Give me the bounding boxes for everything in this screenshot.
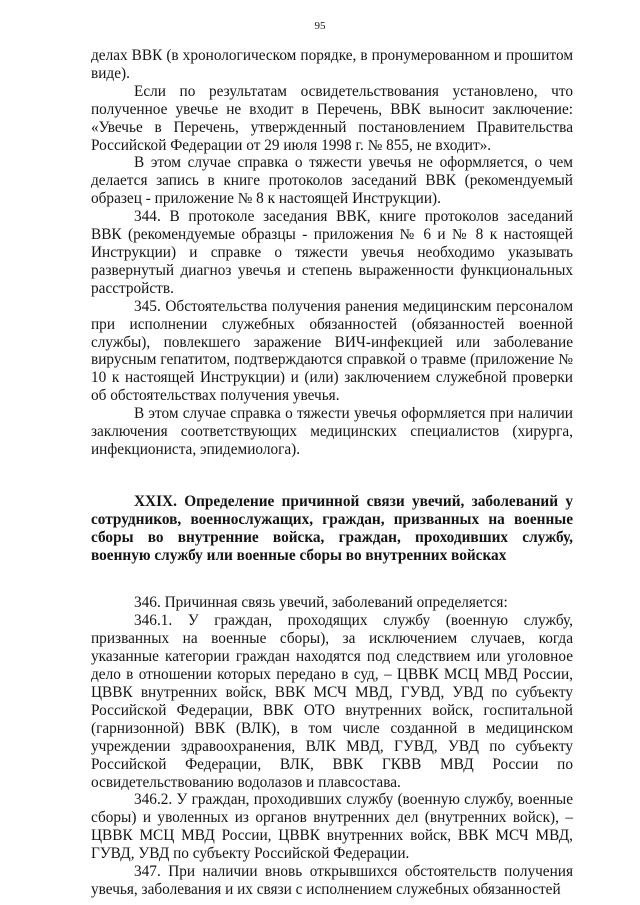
page-number: 95 — [314, 20, 326, 32]
paragraph-346-2: 346.2. У граждан, проходивших службу (военную службу, военные сборы) и уволенных из органов внутренних дел (внутренних войск), – ЦВВК МСЦ МВД России, ЦВВК внутренних войск, ВВК МСЧ МВД, ГУВД, УВД по субъекту Российской Федерации. — [91, 791, 573, 863]
paragraph-347: 347. При наличии вновь открывшихся обстоятельств получения увечья, заболевания и их связи с исполнением служебных обязанностей — [91, 863, 573, 898]
paragraph-record-note: В этом случае справка о тяжести увечья не оформляется, о чем делается запись в книге протоколов заседаний ВВК (рекомендуемый образец - приложение № 8 к настоящей Инструкции). — [91, 154, 573, 208]
paragraph-345-note: В этом случае справка о тяжести увечья оформляется при наличии заключения соответствующих медицинских специалистов (хирурга, инфекциониста, эпидемиолога). — [91, 405, 573, 458]
paragraph-345: 345. Обстоятельства получения ранения медицинским персоналом при исполнении служебных обязанностей (обязанностей военной службы), повлекшего заражение ВИЧ-инфекцией или заболевание вирусным гепатитом, подтверждаются справкой о травме (приложение № 10 к настоящей Инструкции) и (или) заключением служебной проверки об обстоятельствах получения увечья. — [91, 297, 573, 405]
paragraph-conclusion: Если по результатам освидетельствования установлено, что полученное увечье не входит в Перечень, ВВК выносит заключение: «Увечье в Перечень, утвержденный постановлением Правительства Российской Федерации от 29 июля 1998 г. № 855, не входит». — [91, 82, 573, 154]
paragraph-344: 344. В протоколе заседания ВВК, книге протоколов заседаний ВВК (рекомендуемые образцы - приложения № 6 и № 8 к настоящей Инструкции) и справке о тяжести увечья необходимо указывать развернутый диагноз увечья и степень выраженности функциональных расстройств. — [91, 208, 573, 297]
paragraph-346: 346. Причинная связь увечий, заболеваний определяется: — [134, 594, 508, 612]
paragraph-continuation: делах ВВК (в хронологическом порядке, в пронумерованном и прошитом виде). — [91, 47, 573, 82]
document-body — [91, 47, 573, 899]
paragraph-346-1: 346.1. У граждан, проходящих службу (военную службу, призванных на военные сборы), за исключением случаев, когда указанные категории граждан находятся под следствием или уголовное дело в отношении которых передано в суд, – ЦВВК МСЦ МВД России, ЦВВК внутренних войск, ВВК МСЧ МВД, ГУВД, УВД по субъекту Российской Федерации, ВВК ОТО внутренних войск, госпитальной (гарнизонной) ВВК (ВЛК), в том числе созданной в медицинском учреждении здравоохранения, ВЛК МВД, ГУВД, УВД по субъекту Российской Федерации, ВЛК, ВВК ГКВВ МВД России по освидетельствованию водолазов и плавсостава. — [91, 612, 573, 791]
section-heading: XXIX. Определение причинной связи увечий, заболеваний у сотрудников, военнослужащих, граждан, призванных на военные сборы во внутренние войска, граждан, проходивших службу, военную службу или военные сборы во внутренних войсках — [91, 492, 573, 564]
